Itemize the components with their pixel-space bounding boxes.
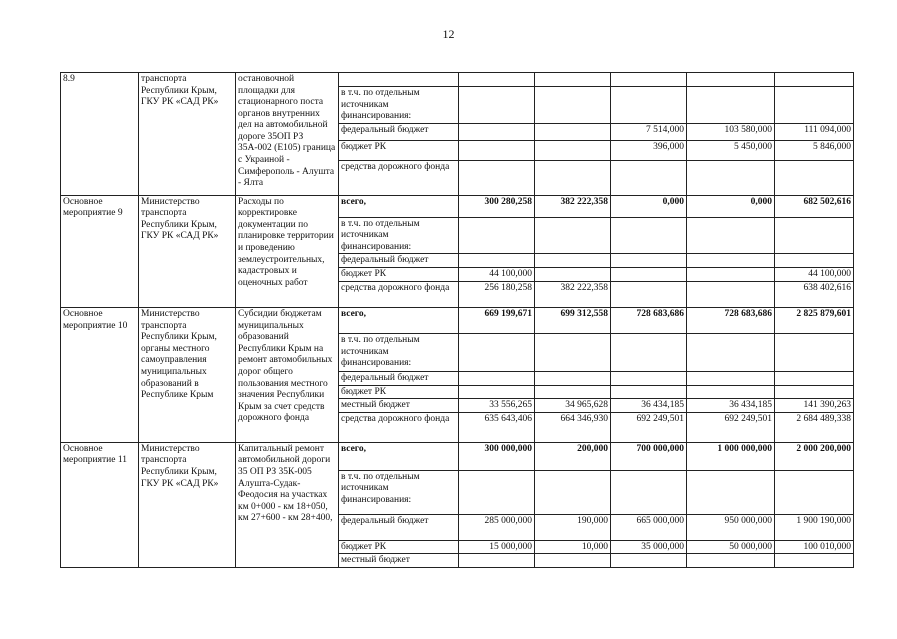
amount-cell: 5 450,000 xyxy=(687,140,775,160)
amount-cell xyxy=(459,217,535,254)
amount-cell: 665 000,000 xyxy=(611,514,687,540)
amount-cell: 33 556,265 xyxy=(459,399,535,413)
amount-cell xyxy=(611,217,687,254)
funding-source: бюджет РК xyxy=(339,385,459,399)
funding-source: бюджет РК xyxy=(339,268,459,282)
amount-cell: 103 580,000 xyxy=(687,123,775,140)
amount-cell: 2 825 879,601 xyxy=(775,308,854,334)
amount-cell: 44 100,000 xyxy=(459,268,535,282)
funding-source: федеральный бюджет xyxy=(339,254,459,268)
amount-cell xyxy=(459,140,535,160)
block-executor: транспорта Республики Крым, ГКУ РК «САД РК» xyxy=(139,73,236,196)
table-row xyxy=(61,442,854,470)
amount-cell: 256 180,258 xyxy=(459,282,535,308)
amount-cell xyxy=(459,385,535,399)
funding-source: в т.ч. по отдельным источникам финансирования: xyxy=(339,334,459,372)
amount-cell: 382 222,358 xyxy=(535,282,611,308)
amount-cell: 141 390,263 xyxy=(775,399,854,413)
amount-cell xyxy=(611,554,687,568)
amount-cell xyxy=(535,217,611,254)
amount-cell: 692 249,501 xyxy=(687,412,775,442)
funding-source: местный бюджет xyxy=(339,554,459,568)
amount-cell xyxy=(611,254,687,268)
amount-cell: 7 514,000 xyxy=(611,123,687,140)
amount-cell xyxy=(535,372,611,386)
amount-cell xyxy=(775,254,854,268)
amount-cell xyxy=(687,385,775,399)
block-code: 8.9 xyxy=(61,73,139,196)
funding-source: всего, xyxy=(339,308,459,334)
amount-cell xyxy=(687,217,775,254)
amount-cell: 638 402,616 xyxy=(775,282,854,308)
amount-cell xyxy=(535,160,611,195)
amount-cell: 34 965,628 xyxy=(535,399,611,413)
amount-cell xyxy=(687,87,775,124)
amount-cell: 44 100,000 xyxy=(775,268,854,282)
amount-cell xyxy=(611,87,687,124)
amount-cell: 728 683,686 xyxy=(687,308,775,334)
table-row xyxy=(61,73,854,87)
amount-cell: 2 000 200,000 xyxy=(775,442,854,470)
amount-cell: 0,000 xyxy=(687,195,775,217)
amount-cell xyxy=(775,385,854,399)
amount-cell xyxy=(611,334,687,372)
amount-cell xyxy=(775,217,854,254)
amount-cell: 200,000 xyxy=(535,442,611,470)
financing-table xyxy=(60,72,854,568)
amount-cell: 396,000 xyxy=(611,140,687,160)
amount-cell xyxy=(775,160,854,195)
amount-cell xyxy=(535,87,611,124)
amount-cell: 36 434,185 xyxy=(687,399,775,413)
amount-cell xyxy=(535,254,611,268)
amount-cell xyxy=(687,372,775,386)
amount-cell: 15 000,000 xyxy=(459,540,535,554)
funding-source: средства дорожного фонда xyxy=(339,282,459,308)
amount-cell xyxy=(535,554,611,568)
block-executor: Министерство транспорта Республики Крым, ГКУ РК «САД РК» xyxy=(139,195,236,307)
amount-cell xyxy=(535,385,611,399)
amount-cell: 285 000,000 xyxy=(459,514,535,540)
block-measure-name: остановочной площадки для стационарного поста органов внутренних дел на автомобильной дороге 35ОП РЗ 35А-002 (Е105) граница с Украиной - Симферополь - Алушта - Ялта xyxy=(236,73,339,196)
amount-cell xyxy=(775,87,854,124)
amount-cell xyxy=(535,123,611,140)
block-code: Основное мероприятие 9 xyxy=(61,195,139,307)
amount-cell xyxy=(459,123,535,140)
amount-cell xyxy=(611,470,687,514)
block-measure-name: Субсидии бюджетам муниципальных образований Республики Крым на ремонт автомобильных дорог общего пользования местного значения Республики Крым за счет средств дорожного фонда xyxy=(236,308,339,443)
amount-cell xyxy=(687,254,775,268)
amount-cell xyxy=(687,160,775,195)
amount-cell xyxy=(611,268,687,282)
amount-cell xyxy=(459,372,535,386)
amount-cell: 669 199,671 xyxy=(459,308,535,334)
amount-cell: 0,000 xyxy=(611,195,687,217)
block-code: Основное мероприятие 11 xyxy=(61,442,139,567)
amount-cell: 1 000 000,000 xyxy=(687,442,775,470)
amount-cell: 682 502,616 xyxy=(775,195,854,217)
amount-cell xyxy=(775,334,854,372)
funding-source: бюджет РК xyxy=(339,140,459,160)
amount-cell: 699 312,558 xyxy=(535,308,611,334)
amount-cell: 664 346,930 xyxy=(535,412,611,442)
amount-cell xyxy=(535,73,611,87)
amount-cell xyxy=(459,254,535,268)
funding-source: в т.ч. по отдельным источникам финансирования: xyxy=(339,87,459,124)
amount-cell: 692 249,501 xyxy=(611,412,687,442)
amount-cell xyxy=(687,470,775,514)
amount-cell: 635 643,406 xyxy=(459,412,535,442)
amount-cell: 36 434,185 xyxy=(611,399,687,413)
amount-cell: 382 222,358 xyxy=(535,195,611,217)
funding-source: федеральный бюджет xyxy=(339,123,459,140)
amount-cell xyxy=(775,73,854,87)
amount-cell: 50 000,000 xyxy=(687,540,775,554)
amount-cell: 300 000,000 xyxy=(459,442,535,470)
amount-cell: 10,000 xyxy=(535,540,611,554)
amount-cell: 1 900 190,000 xyxy=(775,514,854,540)
amount-cell xyxy=(687,282,775,308)
amount-cell xyxy=(687,334,775,372)
funding-source: федеральный бюджет xyxy=(339,372,459,386)
funding-source: бюджет РК xyxy=(339,540,459,554)
amount-cell: 2 684 489,338 xyxy=(775,412,854,442)
amount-cell: 300 280,258 xyxy=(459,195,535,217)
amount-cell: 111 094,000 xyxy=(775,123,854,140)
amount-cell: 35 000,000 xyxy=(611,540,687,554)
amount-cell: 100 010,000 xyxy=(775,540,854,554)
funding-source: федеральный бюджет xyxy=(339,514,459,540)
amount-cell xyxy=(535,470,611,514)
funding-source: всего, xyxy=(339,442,459,470)
amount-cell xyxy=(459,554,535,568)
funding-source: средства дорожного фонда xyxy=(339,160,459,195)
amount-cell: 728 683,686 xyxy=(611,308,687,334)
amount-cell xyxy=(611,73,687,87)
amount-cell xyxy=(775,470,854,514)
block-measure-name: Капитальный ремонт автомобильной дороги 35 ОП РЗ 35К-005 Алушта-Судак-Феодосия на участках км 0+000 - км 18+050, км 27+600 - км 28+400, xyxy=(236,442,339,567)
amount-cell xyxy=(611,160,687,195)
amount-cell xyxy=(687,73,775,87)
amount-cell xyxy=(459,160,535,195)
block-executor: Министерство транспорта Республики Крым, органы местного самоуправления муниципальных образований в Республике Крым xyxy=(139,308,236,443)
amount-cell: 950 000,000 xyxy=(687,514,775,540)
block-measure-name: Расходы по корректировке документации по планировке территории и проведению землеустроительных, кадастровых и оценочных работ xyxy=(236,195,339,307)
block-executor: Министерство транспорта Республики Крым, ГКУ РК «САД РК» xyxy=(139,442,236,567)
amount-cell: 700 000,000 xyxy=(611,442,687,470)
amount-cell xyxy=(535,334,611,372)
table-row xyxy=(61,308,854,334)
funding-source: в т.ч. по отдельным источникам финансирования: xyxy=(339,217,459,254)
amount-cell xyxy=(459,470,535,514)
amount-cell xyxy=(687,554,775,568)
amount-cell xyxy=(459,334,535,372)
funding-source: местный бюджет xyxy=(339,399,459,413)
amount-cell xyxy=(687,268,775,282)
funding-source: в т.ч. по отдельным источникам финансирования: xyxy=(339,470,459,514)
amount-cell xyxy=(459,87,535,124)
amount-cell: 190,000 xyxy=(535,514,611,540)
amount-cell xyxy=(775,372,854,386)
amount-cell xyxy=(775,554,854,568)
amount-cell xyxy=(535,268,611,282)
page-number: 12 xyxy=(442,27,455,41)
amount-cell xyxy=(535,140,611,160)
funding-source: средства дорожного фонда xyxy=(339,412,459,442)
amount-cell xyxy=(611,282,687,308)
funding-source xyxy=(339,73,459,87)
funding-source: всего, xyxy=(339,195,459,217)
amount-cell xyxy=(611,372,687,386)
block-code: Основное мероприятие 10 xyxy=(61,308,139,443)
amount-cell xyxy=(459,73,535,87)
amount-cell: 5 846,000 xyxy=(775,140,854,160)
amount-cell xyxy=(611,385,687,399)
table-row xyxy=(61,195,854,217)
